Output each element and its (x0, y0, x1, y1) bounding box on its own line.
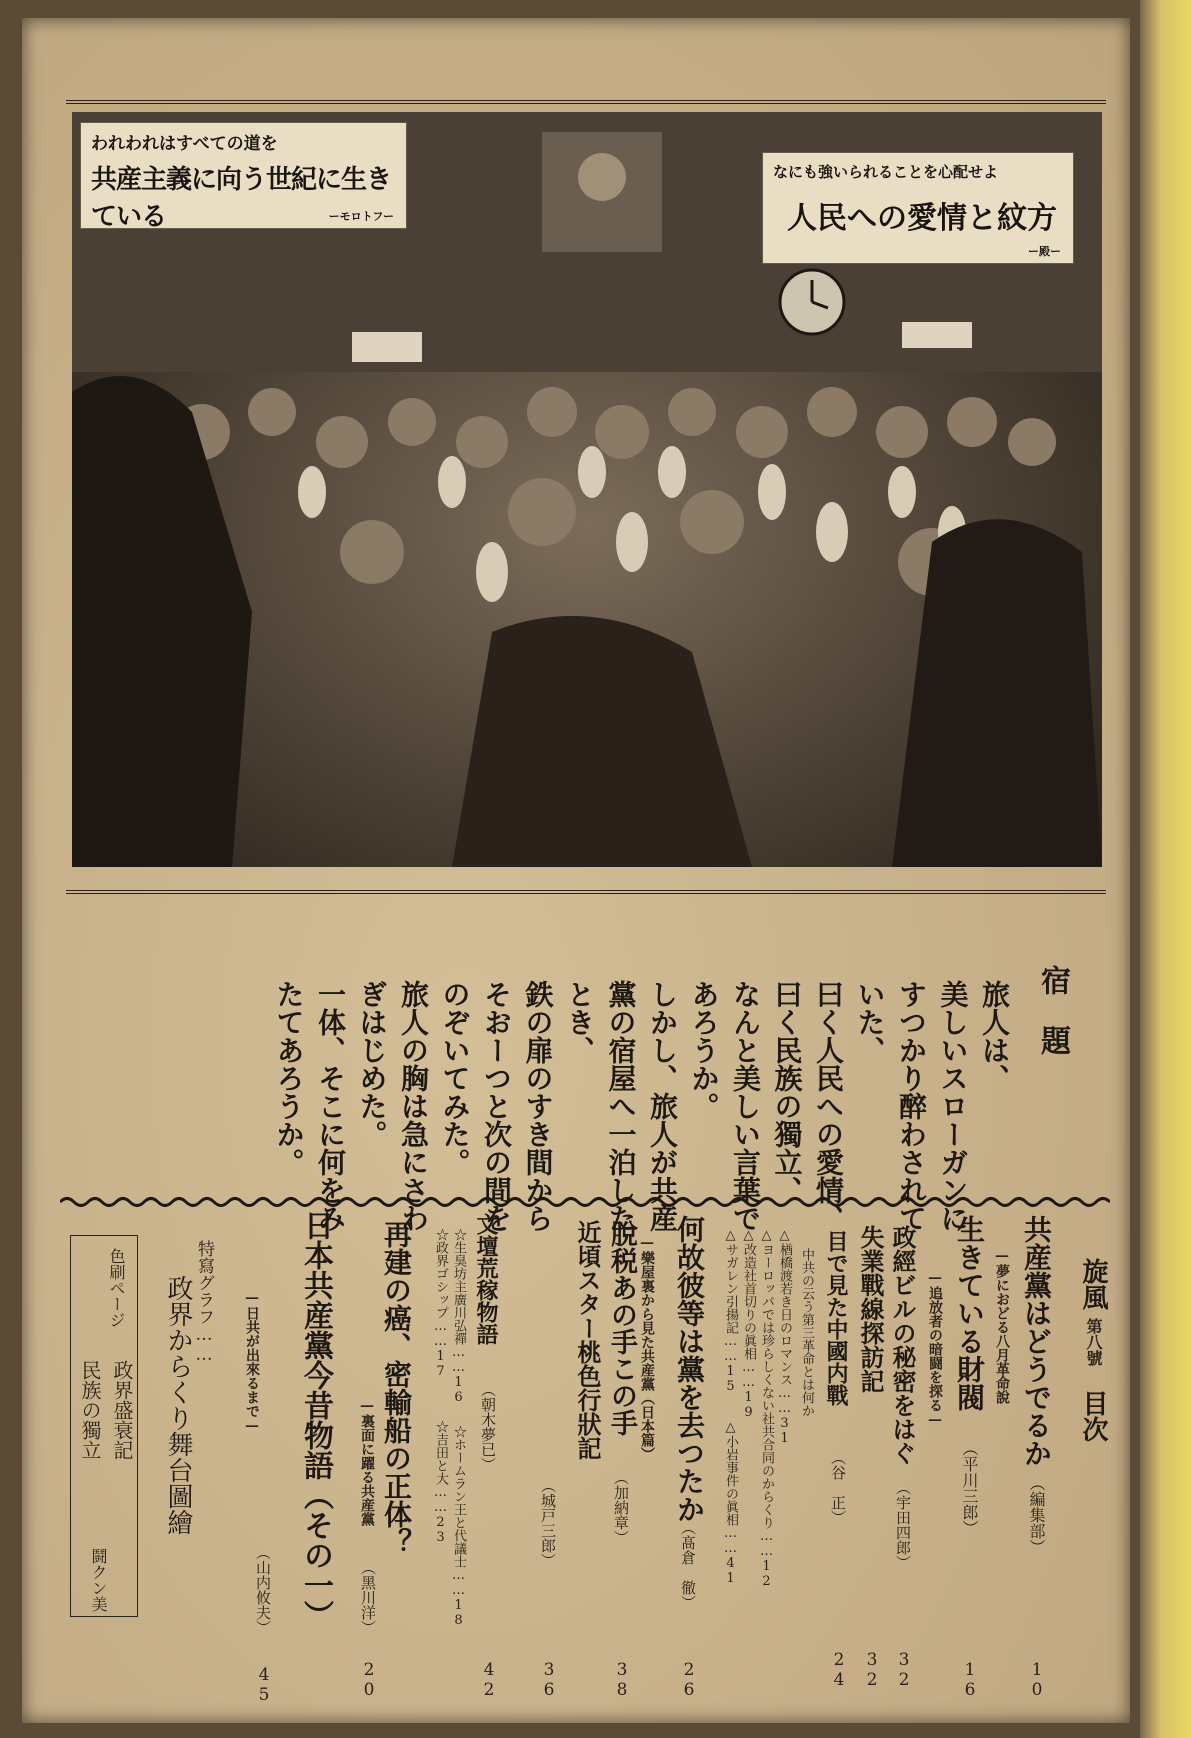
toc-entry-title: 政經ビルの秘密をはぐ (888, 1225, 917, 1465)
toc-entry-author: （平川三郎） (960, 1440, 979, 1536)
shukudai-line: 一体、そこに何をみ (314, 980, 347, 1232)
banner-right (762, 152, 1074, 264)
toc-entry-author: （山内攸夫） (254, 1545, 272, 1635)
toc-entry-page: 32 (862, 1650, 882, 1690)
rally-photo (72, 112, 1102, 867)
shukudai-title: 宿 題 (1035, 965, 1070, 1055)
banner-left-main-text: 共産主義に向う世紀に生きている (91, 165, 392, 232)
toc-entry-page: 36 (539, 1660, 559, 1700)
toc-entry-title: 生きている財閥 (953, 1215, 986, 1411)
color-pages-label: 色刷ページ (107, 1248, 126, 1328)
shukudai-line: いた、 (853, 980, 887, 1064)
toc-entry-title: 日本共産黨今昔物語（その一） (298, 1210, 333, 1630)
toc-entry-author: （谷 正） (829, 1450, 847, 1525)
toc-entry-title: 再建の癌、密輸船の正体？ (380, 1220, 413, 1556)
toc-entry-page: 32 (894, 1650, 914, 1690)
shukudai-line: 曰く人民への愛情、 (812, 980, 845, 1232)
toc-entry-subtitle: —夢におどる八月革命說 (994, 1248, 1010, 1404)
toc-entry-title: 共産黨はどうでるか (1020, 1215, 1053, 1467)
toc-entry-author: （編集部） (1027, 1475, 1046, 1555)
toc-small-item: △小岩事件の眞相……41 (723, 1420, 738, 1586)
toc-entry-author: （城戸三郎） (539, 1478, 557, 1568)
toc-entry-author: （髙倉 徹） (679, 1520, 697, 1610)
toc-small-item: ☆吉田と大……23 (433, 1420, 448, 1545)
next-page-edge (1140, 0, 1191, 1738)
banner-right-attribution: ー殿ー (1028, 245, 1061, 258)
toc-entry-subtitle: —日共が出來るまで— (244, 1290, 260, 1434)
shukudai-line: 鉄の扉のすき間から (521, 980, 555, 1232)
shukudai-line: 旅人の胸は急にさわ (397, 980, 430, 1232)
wavy-divider (60, 1195, 1110, 1209)
toc-entry-author: （加納章） (612, 1470, 630, 1545)
color-item: 政界盛衰記 (110, 1360, 134, 1460)
toc-entry-page: 24 (829, 1650, 849, 1690)
banner-left-attribution: ーモロトフー (328, 210, 394, 223)
shukudai-line: しかし、旅人が共産 (646, 980, 679, 1232)
toc-entry-page: 26 (679, 1660, 699, 1700)
toc-entry-author: （朝木夢已） (479, 1382, 497, 1472)
toc-entry-title: 何故彼等は黨を去つたか (673, 1215, 706, 1523)
toc-entry-title: 脫税あの手この手 (606, 1220, 637, 1436)
shukudai-line: たてあろうか。 (272, 980, 306, 1176)
toc-entry-author: （黑川洋） (359, 1560, 377, 1635)
shukudai-line: すつかり醉わされて (895, 980, 928, 1232)
color-item: 民族の獨立 (78, 1360, 102, 1460)
toc-heading: 目次 (1078, 1390, 1108, 1442)
shukudai-line: 黨の宿屋へ一泊した (604, 980, 638, 1232)
toc-small-item: △改造社首切りの眞相……19 (741, 1228, 756, 1420)
toc-entry-title: 失業戰線探訪記 (856, 1225, 885, 1393)
toc-entry-page: 20 (359, 1660, 379, 1700)
shukudai-line: なんと美しい言葉で (729, 980, 762, 1232)
banner-right-top-text: なにも強いられることを心配せよ (773, 163, 999, 181)
toc-entry-subtitle: —裏面に躍る共産黨 (359, 1398, 375, 1526)
banner-right-main-text: 人民への愛情と紋方 (787, 201, 1057, 236)
shukudai-line: とき、 (563, 980, 596, 1064)
shukudai-line: そおーつと次の間を (480, 980, 513, 1232)
toc-small-item: △楢橋渡若き日のロマンス……31 (777, 1228, 792, 1446)
toc-entry-page: 16 (960, 1660, 980, 1700)
section-divider (66, 890, 1106, 894)
color-credit: 鬪クン美 (89, 1548, 108, 1612)
toc-entry-page: 38 (612, 1660, 632, 1700)
toc-entry-subtitle: —追放者の暗闘を探る— (927, 1270, 943, 1428)
banner-left-top-text: われわれはすべての道を (91, 134, 278, 154)
shukudai-line: 曰く民族の獨立、 (770, 980, 804, 1204)
toc-entry-title: 文壇荒稼物語 (473, 1213, 499, 1345)
toc-entry-page: 10 (1027, 1660, 1047, 1700)
toc-entry-author: （宇田四郎） (894, 1480, 912, 1570)
magazine-title: 旋風 (1078, 1258, 1108, 1310)
toc-small-item: ☆生臭坊主廣川弘禪……16 (451, 1228, 466, 1405)
toc-small-item: △サガレン引揚記……15 (723, 1228, 738, 1394)
toc-small-item: 中共の云う第三革命とは何か (799, 1248, 814, 1417)
toc-entry-title: 近頃スター桃色行狀記 (573, 1220, 602, 1460)
shukudai-line: 旅人は、 (978, 980, 1011, 1092)
toc-entry-title: 目で見た中國内戰 (823, 1230, 849, 1406)
shukudai-line: ぎはじめた。 (355, 980, 389, 1148)
issue-number: 第八號 (1084, 1318, 1103, 1366)
shukudai-line: 美しいスローガンに (936, 980, 970, 1232)
toc-entry-subtitle: —樂屋裏から見た共産黨（日本篇） (639, 1235, 655, 1461)
toc-small-item: △ヨーロッパでは珍らしくない社共合同のからくり……12 (759, 1228, 774, 1589)
banner-left (80, 122, 407, 232)
toc-small-item: ☆政界ゴシップ……17 (433, 1228, 448, 1379)
toc-entry-page: 45 (254, 1665, 274, 1705)
shukudai-line: のぞいてみた。 (438, 980, 472, 1176)
graph-title: 政界からくり舞台圖繪 (163, 1275, 193, 1535)
shukudai-line: あろうか。 (687, 980, 721, 1120)
toc-small-item: ☆ホームラン王と代議士……18 (451, 1425, 466, 1628)
toc-entry-page: 42 (479, 1660, 499, 1700)
graph-label: 特寫グラフ…… (194, 1240, 214, 1365)
